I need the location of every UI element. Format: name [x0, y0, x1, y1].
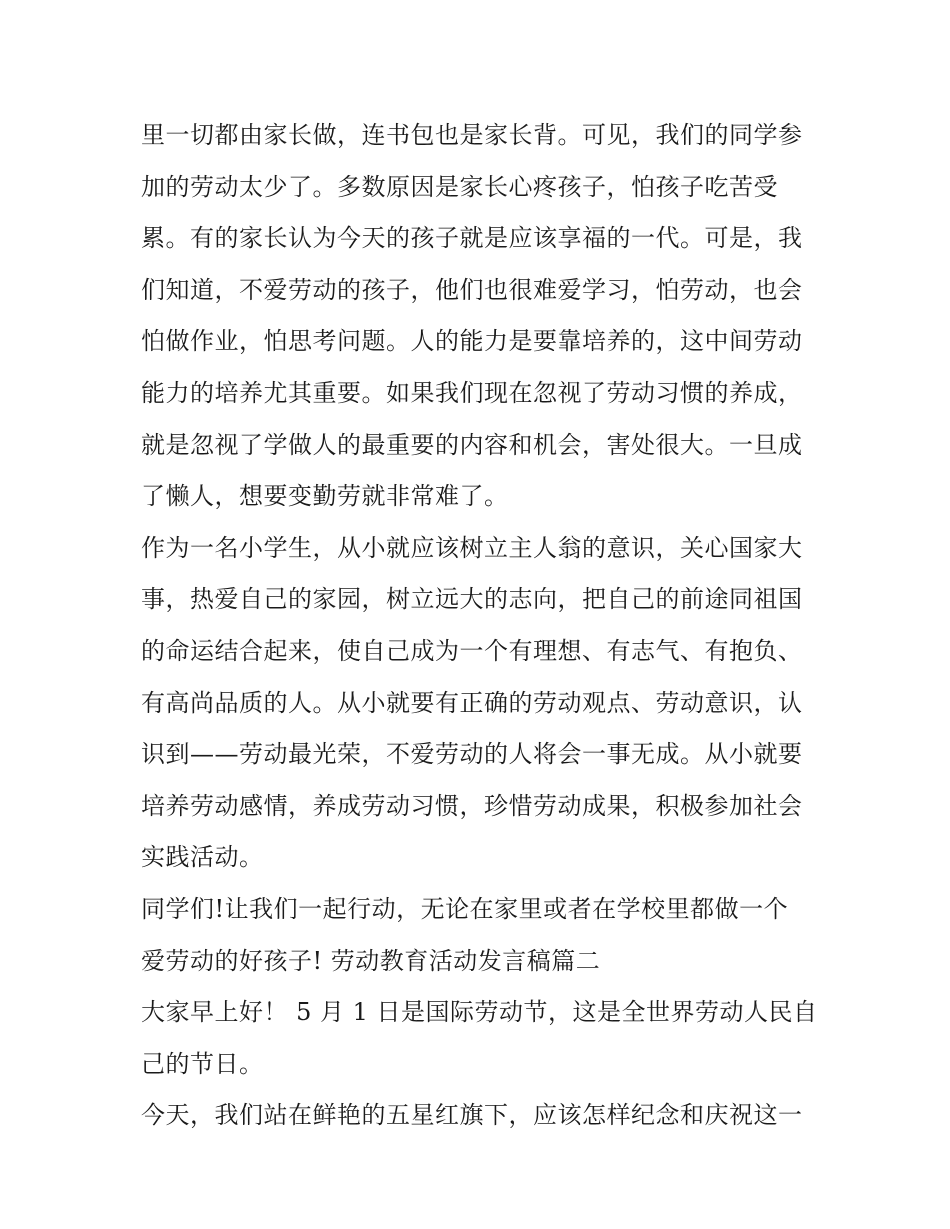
text-line: 今天，我们站在鲜艳的五星红旗下，应该怎样纪念和庆祝这一: [141, 1101, 803, 1130]
text-line: 事，热爱自己的家园，树立远大的志向，把自己的前途同祖国: [141, 585, 803, 614]
text-line: 作为一名小学生，从小就应该树立主人翁的意识，关心国家大: [141, 533, 803, 562]
text-line: 己的节日。: [141, 1049, 264, 1078]
text-line: 识到——劳动最光荣，不爱劳动的人将会一事无成。从小就要: [141, 740, 803, 769]
text-line: 累。有的家长认为今天的孩子就是应该享福的一代。可是，我: [141, 224, 803, 253]
text-line: 爱劳动的好孩子! 劳动教育活动发言稿篇二: [141, 946, 601, 975]
body-text: [141, 110, 821, 1142]
text-line: 就是忽视了学做人的最重要的内容和机会，害处很大。一旦成: [141, 430, 803, 459]
text-line: 加的劳动太少了。多数原因是家长心疼孩子，怕孩子吃苦受: [141, 172, 778, 201]
text-line: 培养劳动感情，养成劳动习惯，珍惜劳动成果，积极参加社会: [141, 791, 803, 820]
text-line: 同学们!让我们一起行动，无论在家里或者在学校里都做一个: [141, 894, 789, 923]
text-line: 大家早上好！ 5 月 1 日是国际劳动节，这是全世界劳动人民自: [141, 998, 818, 1027]
text-line: 能力的培养尤其重要。如果我们现在忽视了劳动习惯的养成，: [141, 378, 803, 407]
text-line: 了懒人，想要变勤劳就非常难了。: [141, 482, 509, 511]
text-line: 怕做作业，怕思考问题。人的能力是要靠培养的，这中间劳动: [141, 327, 803, 356]
text-line: 实践活动。: [141, 843, 264, 872]
text-line: 里一切都由家长做，连书包也是家长背。可见，我们的同学参: [141, 121, 803, 149]
text-line: 们知道，不爱劳动的孩子，他们也很难爱学习，怕劳动，也会: [141, 275, 803, 304]
text-line: 有高尚品质的人。从小就要有正确的劳动观点、劳动意识，认: [141, 688, 803, 717]
text-line: 的命运结合起来，使自己成为一个有理想、有志气、有抱负、: [141, 636, 803, 665]
